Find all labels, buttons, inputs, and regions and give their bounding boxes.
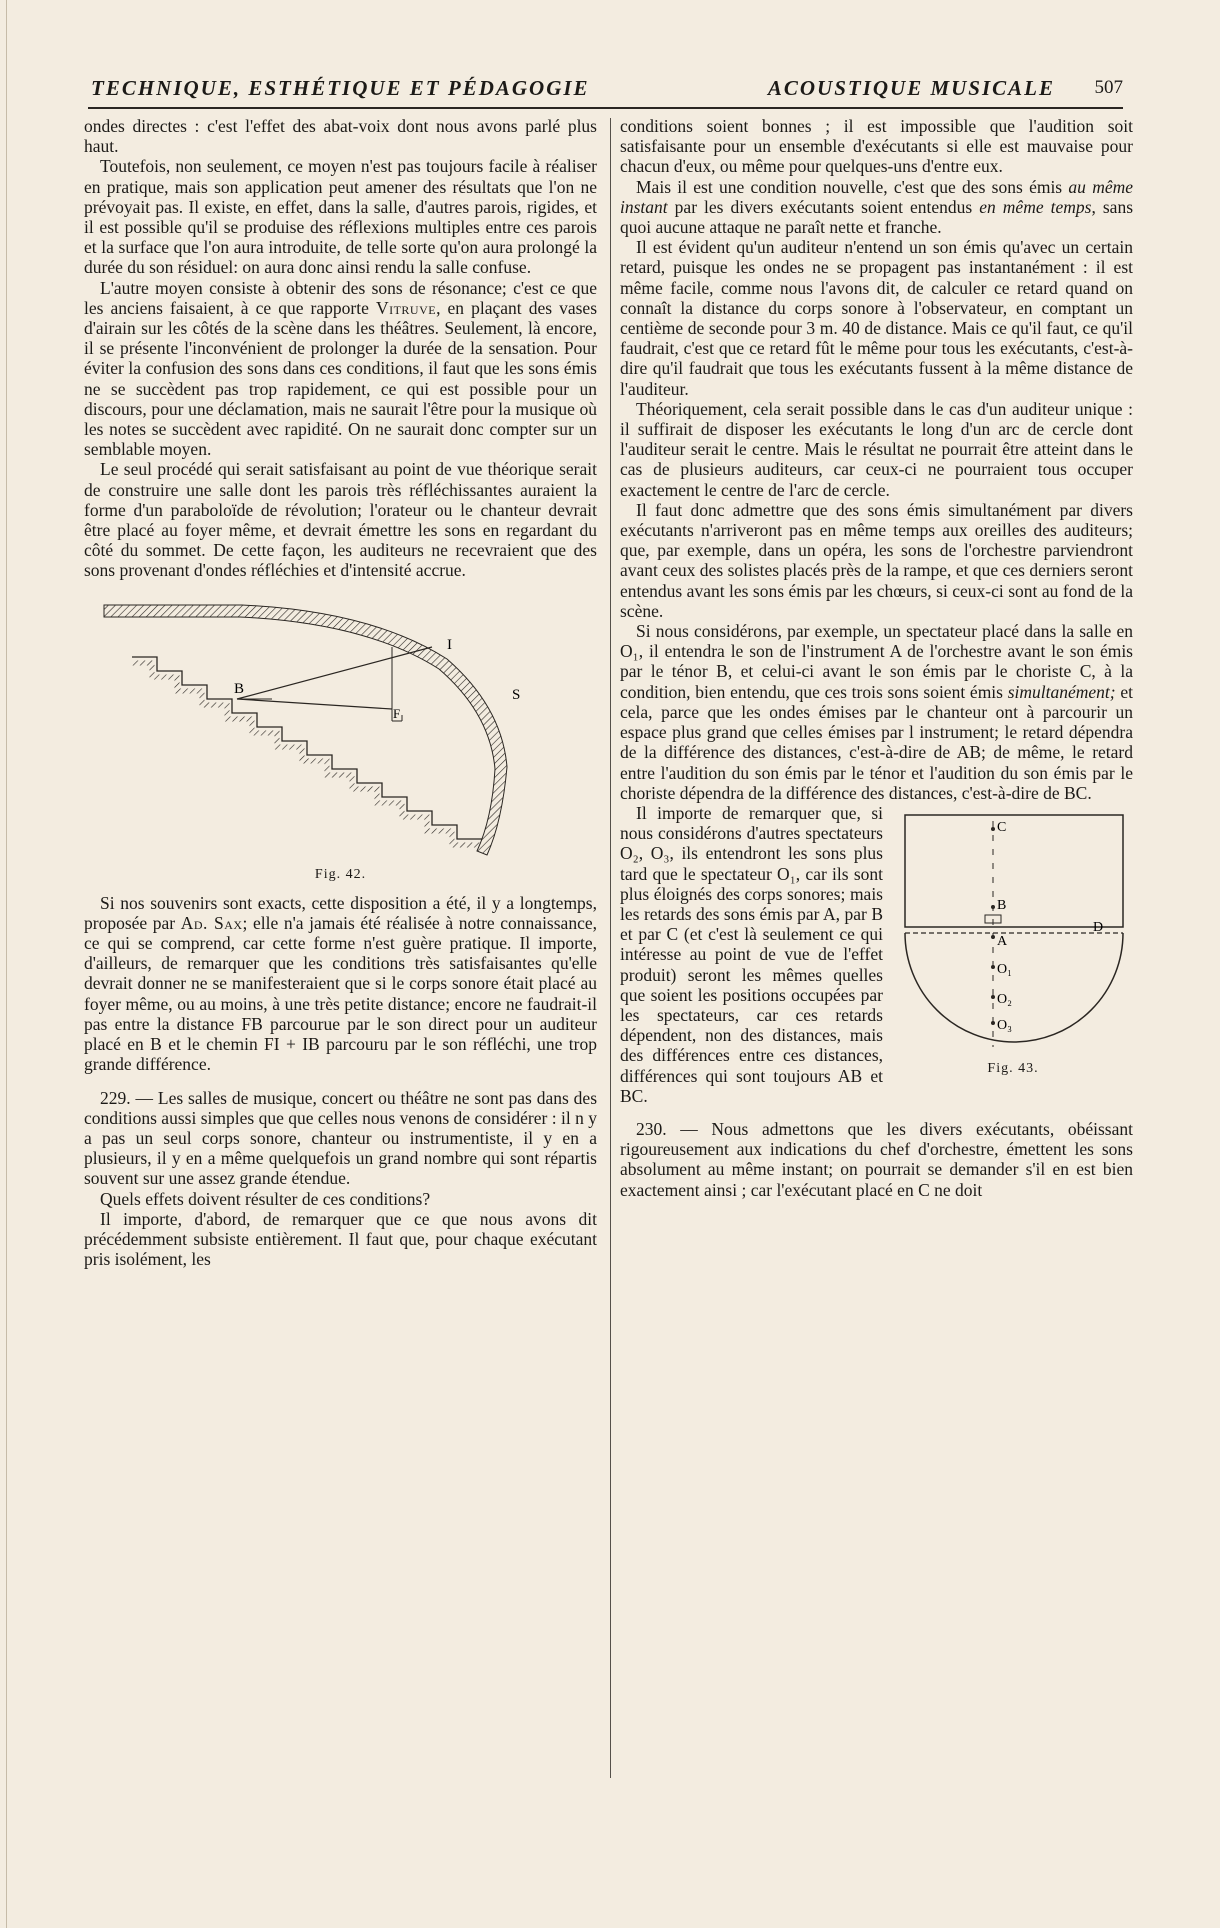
author-name-vitruve: Vitruve	[375, 297, 437, 318]
paragraph: conditions soient bonnes ; il est impossible que l'audition soit satisfaisante pour un ensemble d'exécutants si elle est mauvaise pour chacun d'eux, ou même pour quelques-uns d'entre eux.	[620, 116, 1133, 177]
emphasis: en même temps	[979, 196, 1092, 217]
theatre-plan-diagram	[893, 807, 1133, 1057]
figure-43-caption: Fig. 43.	[987, 1060, 1039, 1076]
paragraph: Il importe, d'abord, de remarquer que ce que nous avons dit précédemment subsiste entièrement. Il faut que, pour chaque exécutant pris isolément, les	[84, 1208, 597, 1270]
paragraph-text: Si nos souvenirs sont exacts, cette disposition a été, il y a longtemps, proposée par	[84, 892, 597, 933]
label-i: I	[447, 636, 452, 653]
label-f: F	[393, 705, 401, 721]
label-b: B	[234, 680, 245, 697]
paragraph-text: par les divers exécutants soient entendus	[667, 196, 980, 217]
running-header	[88, 76, 1123, 106]
label-o2: O₂	[997, 991, 1012, 1007]
paragraph: ondes directes : c'est l'effet des abat-voix dont nous avons parlé plus haut.	[84, 116, 597, 157]
paragraph	[84, 278, 597, 460]
label-o3: O₃	[997, 1017, 1012, 1033]
figure-42-caption: Fig. 42.	[314, 866, 367, 882]
left-column	[84, 116, 597, 1269]
column-divider	[610, 118, 611, 1778]
paragraph	[84, 893, 597, 1075]
figure-43	[893, 807, 1133, 1083]
paragraph-text: Si nous considérons, par exemple, un spectateur placé dans la salle en O₁, il entendra le son de l'instrument A de l'orchestre avant le son émis par le ténor B, et celui-ci avant le son émis par le choriste C, à la condition, bien entendu, que ces trois sons soient émis	[620, 621, 1133, 702]
paragraph: Quels effets doivent résulter de ces conditions?	[100, 1188, 431, 1209]
header-rule	[88, 107, 1123, 109]
label-a: A	[997, 933, 1008, 949]
header-left-title: TECHNIQUE, ESTHÉTIQUE ET PÉDAGOGIE	[91, 76, 590, 100]
page-number: 507	[1094, 77, 1123, 98]
paragraph-text: , en plaçant des vases d'airain sur les côtés de la scène dans les théâtres. Seulement, là encore, il se présente l'inconvénient de prolonger la durée de la sensation. Pour éviter la confusion des sons dans ces conditions, il faut que les sons émis ne se succèdent pas trop rapidement, ce qui est possible pour un discours, pour une déclamation, mais ne saurait l'être pour la musique où les notes se succèdent avec rapidité. On ne saurait donc compter sur un semblable moyen.	[84, 297, 598, 460]
label-d: D	[1093, 919, 1104, 935]
emphasis: au même instant	[620, 176, 1133, 217]
paragraph-text: et cela, parce que les ondes émises par le chanteur ont à parcourir un espace plus grand que celles émises par l instrument; le retard dépendra de la différence des distances, c'est-à-dire de AB; de même, le retard entre l'audition du son émis par le ténor et l'audition du son émis par le choriste dépendra de la différence des distances, c'est-à-dire de BC.	[620, 681, 1133, 803]
paragraph: Il importe de remarquer que, si nous considérons d'autres spectateurs O₂, O₃, ils entendront les sons plus tard que le spectateur O₁, car ils sont plus éloignés des corps sonores; mais les retards des sons émis par A, par B et par C (et c'est là seulement ce qui intéresse au point de vue de l'effet produit) seront les mêmes quelles que soient les positions occupées par les spectateurs, car ces retards dépendent, non des distances, mais des différences entre ces distances, différences qui sont toujours AB et BC.	[620, 802, 883, 1106]
paraboloid-hall-diagram	[102, 597, 532, 862]
paragraph	[620, 177, 1133, 238]
right-column	[620, 116, 1133, 1200]
paragraph-text: Mais il est une condition nouvelle, c'est que des sons émis	[636, 176, 1069, 197]
emphasis: simultanément;	[1007, 681, 1116, 702]
label-c: C	[997, 819, 1007, 835]
section-229-paragraph: 229. — Les salles de musique, concert ou théâtre ne sont pas dans des conditions aussi simples que que celles nous venons de considérer : il n y a pas un seul corps sonore, chanteur ou instrumentiste, il y en a plusieurs, il y en a même quelquefois un grand nombre qui sont répartis souvent sur une assez grande étendue.	[84, 1087, 597, 1189]
paragraph: Il faut donc admettre que des sons émis simultanément par divers exécutants n'arriveront pas en même temps aux oreilles des auditeurs; que, par exemple, dans un opéra, les sons de l'orchestre parviendront avant ceux des solistes placés près de la rampe, et que ces derniers seront entendus avant les sons émis par les chœurs, si ceux-ci sont au fond de la scène.	[620, 499, 1133, 621]
figure-43-wrap	[620, 803, 1133, 1106]
paragraph	[620, 621, 1133, 803]
paragraph-text: , sans quoi aucune attaque ne paraît nette et franche.	[620, 196, 1134, 238]
header-right-title: ACOUSTIQUE MUSICALE	[767, 76, 1055, 100]
label-s: S	[512, 686, 521, 703]
paragraph: Le seul procédé qui serait satisfaisant au point de vue théorique serait de construire une salle dont les parois très réfléchissantes auraient la forme d'un paraboloïde de révolution; l'orateur ou le chanteur devrait être placé au foyer même, et devrait émettre les sons en regardant du côté du sommet. De cette façon, les auditeurs ne recevraient que des sons provenant d'ondes réfléchies et d'intensité accrue.	[84, 459, 597, 581]
label-o1: O₁	[997, 961, 1012, 977]
page-edge-line	[6, 0, 7, 1928]
section-230-paragraph: 230. — Nous admettons que les divers exécutants, obéissant rigoureusement aux indications du chef d'orchestre, émettent les sons absolument au même instant; on pourrait se demander s'il en est bien exactement ainsi ; car l'exécutant placé en C ne doit	[620, 1118, 1133, 1200]
paragraph-text: ; elle n'a jamais été réalisée à notre connaissance, ce qui se comprend, car cette forme n'est guère pratique. Il importe, d'ailleurs, de remarquer que les conditions très satisfaisantes qu'elle devrait donner ne se manifesteraient que si le corps sonore était placé au foyer même, ou au moins, à une très petite distance; encore ne faudrait-il pas entre la distance FB parcourue par le son direct pour un auditeur placé en B et le chemin FI + IB parcouru par le son réfléchi, une trop grande différence.	[84, 912, 597, 1075]
paragraph-text: L'autre moyen consiste à obtenir des sons de résonance; c'est ce que les anciens faisaient, à ce que rapporte	[84, 277, 597, 318]
paragraph: Théoriquement, cela serait possible dans le cas d'un auditeur unique : il suffirait de disposer les exécutants le long d'un arc de cercle dont l'auditeur serait le centre. Mais le résultat ne pourrait être atteint dans le cas de plusieurs auditeurs, car ceux-ci ne pourraient tous occuper exactement le centre de l'arc de cercle.	[620, 398, 1133, 500]
label-b: B	[997, 897, 1007, 913]
paragraph: Il est évident qu'un auditeur n'entend un son émis qu'avec un certain retard, puisque les ondes ne se propagent pas instantanément : il est même facile, comme nous l'avons dit, de calculer ce retard quand on connaît la distance du corps sonore à l'observateur, en comptant un centième de seconde pour 3 m. 40 de distance. Mais ce qu'il faut, ce qu'il faudrait, c'est que ce retard fût le même pour tous les exécutants, c'est-à-dire qu'il faudrait que tous les exécutants fussent à la même distance de l'auditeur.	[620, 237, 1133, 399]
author-name-sax: Ad. Sax	[180, 912, 243, 933]
paragraph: Toutefois, non seulement, ce moyen n'est pas toujours facile à réaliser en pratique, mais son application peut amener des résultats que l'on ne prévoyait pas. Il existe, en effet, dans la salle, d'autres parois, rigides, et il est possible qu'il se produise des réflexions multiples entre ces parois et la surface que l'on aura introduite, de telle sorte qu'on aura prolongé la durée du son résiduel: on aura donc ainsi rendu la salle confuse.	[84, 156, 597, 278]
figure-42	[84, 597, 597, 887]
